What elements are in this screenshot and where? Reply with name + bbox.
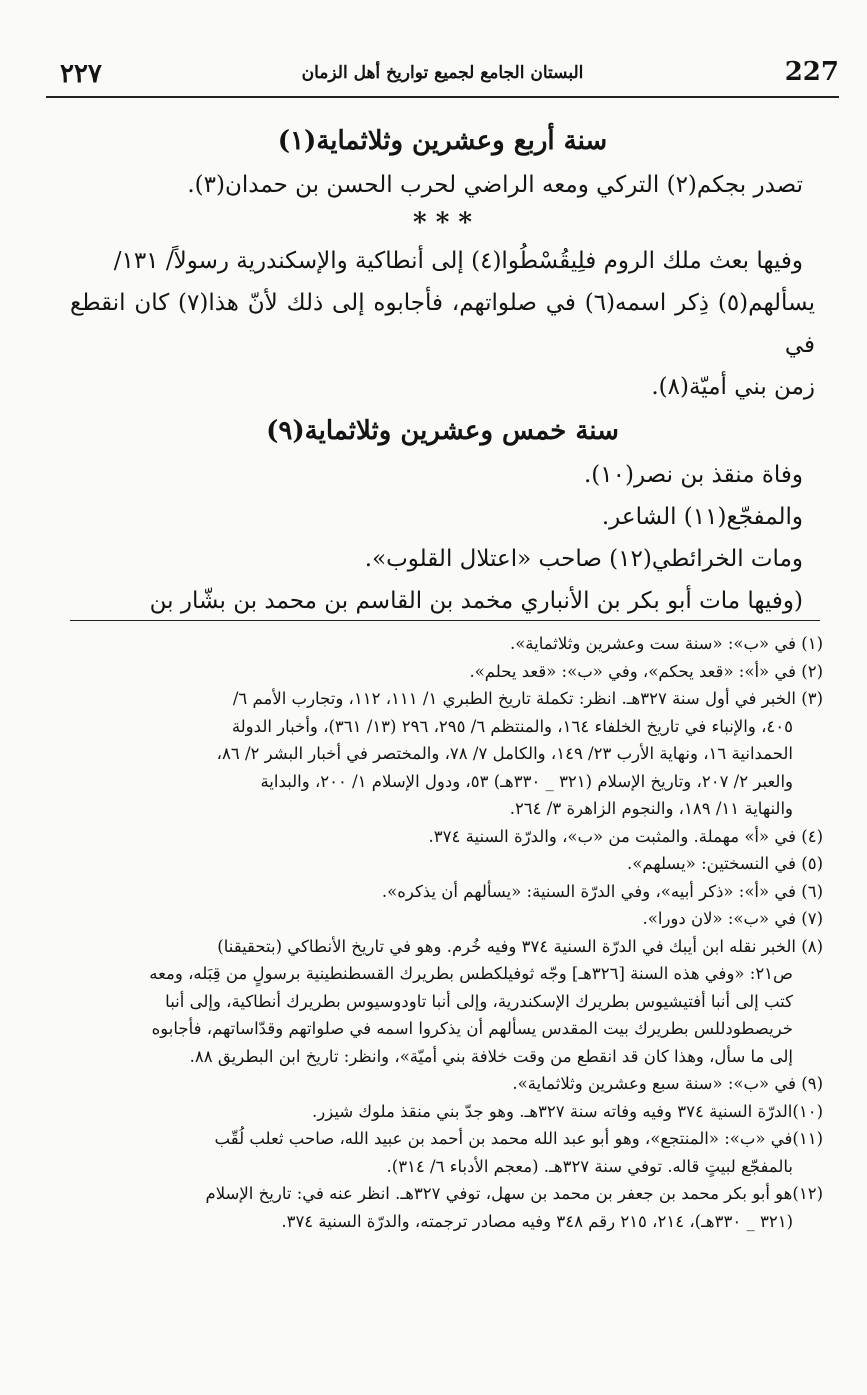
paragraph-line: زمن بني أميّة(٨). (651, 374, 815, 400)
header-rule (46, 96, 839, 98)
paragraph-line: (وفيها مات أبو بكر بن الأنباري مخمد بن القاسم بن محمد بن بشّار بن (149, 588, 803, 614)
footnote-rule (70, 620, 820, 621)
footnote-line: (٧) في «ب»: «لان دورا». (642, 909, 823, 928)
footnote-line: بالمفجّع لبيتٍ قاله. توفي سنة ٣٢٧هـ. (معجم الأدباء ٦/ ٣١٤). (386, 1156, 793, 1176)
footnote-line: الحمدانية ١٦، ونهاية الأرب ٢٣/ ١٤٩، والكامل ٧/ ٧٨، والمختصر في أخبار البشر ٢/ ٨٦، (216, 744, 793, 763)
footnote-line: (٢) في «أ»: «قعد يحكم»، وفي «ب»: «قعد يحلم». (469, 661, 823, 681)
footnote-line: (٣٢١ _ ٣٣٠هـ)، ٢١٤، ٢١٥ رقم ٣٤٨ وفيه مصادر ترجمته، والدرّة السنية ٣٧٤. (281, 1211, 793, 1231)
footnote-line: (١٢)هو أبو بكر محمد بن جعفر بن محمد بن سهل، توفي ٣٢٧هـ. انظر عنه في: تاريخ الإسلام (205, 1184, 823, 1203)
footnote-line: (١) في «ب»: «سنة ست وعشرين وثلاثماية». (509, 634, 823, 653)
footnote-line: (٣) الخبر في أول سنة ٣٢٧هـ. انظر: تكملة تاريخ الطبري ١/ ١١١، ١١٢، وتجارب الأمم ٦/ (232, 689, 823, 708)
paragraph-line: ومات الخرائطي(١٢) صاحب «اعتلال القلوب». (364, 546, 803, 572)
footnote-line: (٩) في «ب»: «سنة سبع وعشرين وثلاثماية». (512, 1074, 823, 1093)
footnote-line: (٨) الخبر نقله ابن أيبك في الدرّة السنية ٣٧٤ وفيه خُرم. وهو في تاريخ الأنطاكي (بتحقيقنا) (217, 936, 823, 956)
footnote-line: والعبر ٢/ ٢٠٧، وتاريخ الإسلام (٣٢١ _ ٣٣٠هـ) ٥٣، ودول الإسلام ١/ ٢٠٠، والبداية (260, 771, 793, 791)
footnote-line: ٤٠٥، والإنباء في تاريخ الخلفاء ١٦٤، والمنتظم ٦/ ٢٩٥، ٢٩٦ (١٣/ ٣٦١)، وأخبار الدولة (231, 716, 793, 736)
section-separator: * * * (413, 208, 472, 238)
paragraph-line: وفاة منقذ بن نصر(١٠). (584, 462, 803, 488)
footnote-line: (١٠)الدرّة السنية ٣٧٤ وفيه وفاته سنة ٣٢٧هـ. وهو جدّ بني منقذ ملوك شيزر. (312, 1101, 823, 1121)
footnote-line: (١١)في «ب»: «المنتجع»، وهو أبو عبد الله محمد بن أحمد بن عبيد الله، صاحب ثعلب لُقّب (214, 1129, 823, 1148)
paragraph-line: وفيها بعث ملك الروم فلِيقُسْطُوا(٤) إلى أنطاكية والإسكندرية رسولاً/ ١٣١/ (113, 248, 803, 274)
page-number-latin: 227 (784, 57, 839, 87)
footnote-line: كتب إلى أنبا أفتيشيوس بطريرك الإسكندرية، وإلى أنبا تاودوسيوس بطريرك أنطاكية، وإلى أنبا (165, 991, 793, 1011)
footnote-line: (٥) في النسختين: «يسلهم». (627, 854, 823, 873)
paragraph-line: والمفجّع(١١) الشاعر. (601, 504, 803, 530)
paragraph-line: يسألهم(٥) ذِكر اسمه(٦) في صلواتهم، فأجابوه إلى ذلك لأنّ هذا(٧) كان انقطع في (70, 290, 815, 358)
footnote-line: (٤) في «أ» مهملة. والمثبت من «ب»، والدرّة السنية ٣٧٤. (428, 826, 823, 846)
main-text (70, 118, 815, 622)
year-heading-324: سنة أربع وعشرين وثلاثماية(١) (277, 126, 608, 156)
footnote-line: خريصطودللس بطريرك بيت المقدس يسألهم أن يذكروا اسمه في صلواتهم وقدّاساتهم، فأجابوه (151, 1019, 793, 1038)
year-heading-325: سنة خمس وعشرين وثلاثماية(٩) (266, 416, 619, 446)
footnote-line: والنهاية ١١/ ١٨٩، والنجوم الزاهرة ٣/ ٢٦٤. (509, 799, 793, 818)
running-title: البستان الجامع لجميع تواريخ أهل الزمان (301, 63, 584, 83)
paragraph-line: تصدر بجكم(٢) التركي ومعه الراضي لحرب الحسن بن حمدان(٣). (187, 172, 803, 198)
page-number-arabic: ٢٢٧ (60, 59, 102, 89)
running-header (46, 55, 839, 95)
footnotes (60, 630, 823, 1235)
footnote-line: ص٢١: «وفي هذه السنة [٣٢٦هـ] وجّه ثوفيلكطس بطريرك القسطنطينية برسولٍ من قِبَله، ومعه (149, 964, 793, 983)
footnote-line: (٦) في «أ»: «ذكر أبيه»، وفي الدرّة السنية: «يسألهم أن يذكره». (381, 881, 823, 901)
footnote-line: إلى ما سأل، وهذا كان قد انقطع من وقت خلافة بني أميّة»، وانظر: تاريخ ابن البطريق ٨٨. (189, 1046, 793, 1066)
